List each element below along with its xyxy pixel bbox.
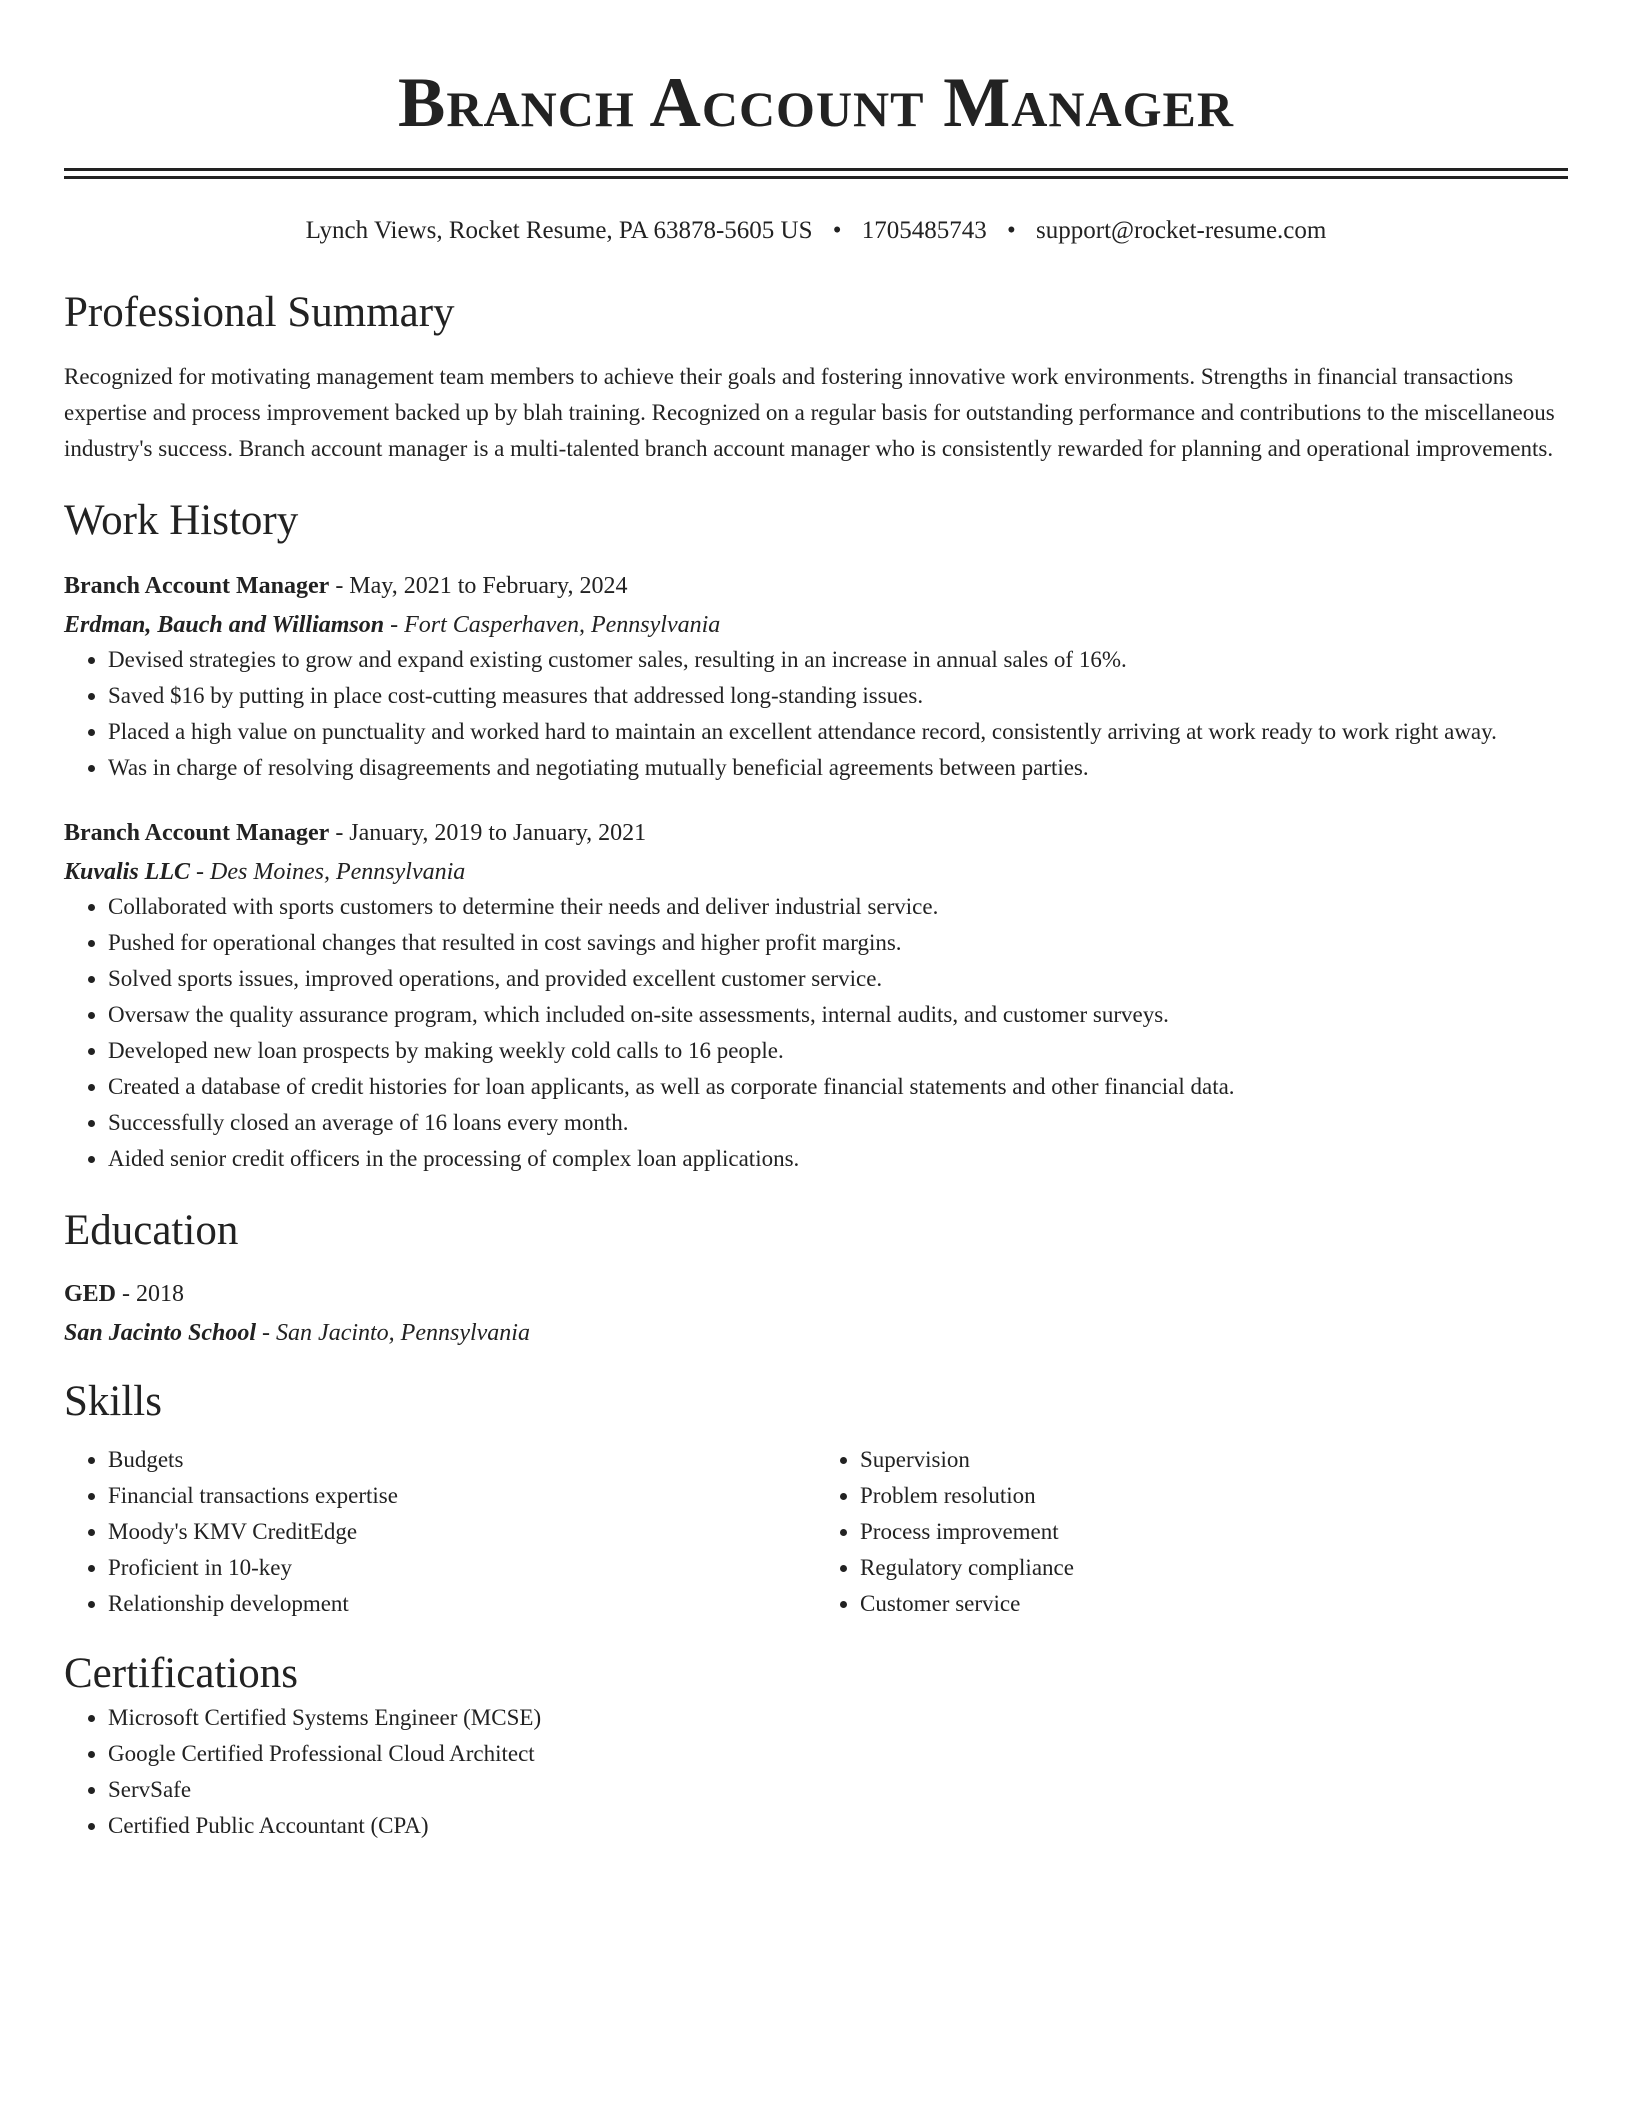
title-divider-thick — [64, 168, 1568, 171]
job-dates: - May, 2021 to February, 2024 — [335, 573, 628, 599]
list-item: • Budgets — [108, 1442, 816, 1478]
list-item: • Proficient in 10-key — [108, 1550, 816, 1586]
job-employer — [64, 608, 1568, 642]
skills-section — [64, 1376, 1568, 1622]
education-section — [64, 1205, 1568, 1350]
list-item: • Was in charge of resolving disagreements and negotiating mutually beneficial agreements between parties. — [108, 750, 1568, 786]
list-item: • Collaborated with sports customers to determine their needs and deliver industrial service. — [108, 889, 1568, 925]
list-item: • Pushed for operational changes that resulted in cost savings and higher profit margins. — [108, 925, 1568, 961]
education-degree: GED — [64, 1281, 117, 1307]
skills-list-left — [64, 1442, 816, 1622]
contact-phone: 1705485743 — [861, 217, 987, 244]
job-dates: - January, 2019 to January, 2021 — [335, 820, 647, 846]
certifications-heading: Certifications — [64, 1650, 299, 1697]
list-item: • Placed a high value on punctuality and worked hard to maintain an excellent attendance record, consistently arriving at work ready to work right away. — [108, 714, 1568, 750]
job-location: - Fort Casperhaven, Pennsylvania — [390, 612, 721, 638]
education-header — [64, 1277, 1568, 1311]
contact-line — [64, 215, 1568, 247]
list-item: • Google Certified Professional Cloud Architect — [108, 1736, 1568, 1772]
list-item: • Customer service — [860, 1586, 1568, 1622]
job-title: Branch Account Manager — [64, 573, 330, 599]
job-entry — [64, 569, 1568, 786]
list-item: • Financial transactions expertise — [108, 1478, 816, 1514]
list-item: • Problem resolution — [860, 1478, 1568, 1514]
education-year: - 2018 — [122, 1281, 185, 1307]
summary-text: Recognized for motivating management team members to achieve their goals and fostering innovative work environments. Strengths in financial transactions expertise and process improvement backed up by blah training. Recognized on a regular basis for outstanding performance and contributions to the miscellaneous industry's success. Branch account manager is a multi-talented branch account manager who is consistently rewarded for planning and operational improvements. — [64, 364, 1555, 461]
job-title: Branch Account Manager — [64, 820, 330, 846]
job-company: Erdman, Bauch and Williamson — [64, 612, 385, 638]
list-item: • Successfully closed an average of 16 loans every month. — [108, 1105, 1568, 1141]
list-item: • Saved $16 by putting in place cost-cutting measures that addressed long-standing issues. — [108, 678, 1568, 714]
summary-heading: Professional Summary — [64, 289, 455, 336]
list-item: • Certified Public Accountant (CPA) — [108, 1808, 1568, 1844]
education-school-line — [64, 1316, 1568, 1350]
job-bullet-list — [64, 889, 1568, 1177]
list-item: • Supervision — [860, 1442, 1568, 1478]
resume-title: Branch Account Manager — [398, 64, 1234, 142]
job-bullet-list — [64, 642, 1568, 786]
skills-heading: Skills — [64, 1378, 162, 1425]
list-item: • Moody's KMV CreditEdge — [108, 1514, 816, 1550]
job-company: Kuvalis LLC — [64, 859, 191, 885]
education-school: San Jacinto School — [64, 1320, 257, 1346]
contact-address: Lynch Views, Rocket Resume, PA 63878-5605 US — [305, 217, 813, 244]
job-entry — [64, 816, 1568, 1177]
list-item: • Aided senior credit officers in the processing of complex loan applications. — [108, 1141, 1568, 1177]
summary-section — [64, 287, 1568, 467]
education-location: - San Jacinto, Pennsylvania — [262, 1320, 530, 1346]
list-item: • Solved sports issues, improved operations, and provided excellent customer service. — [108, 961, 1568, 997]
job-location: - Des Moines, Pennsylvania — [196, 859, 466, 885]
list-item: • ServSafe — [108, 1772, 1568, 1808]
list-item: • Created a database of credit histories for loan applicants, as well as corporate financial statements and other financial data. — [108, 1069, 1568, 1105]
contact-email: support@rocket-resume.com — [1036, 217, 1327, 244]
list-item: • Microsoft Certified Systems Engineer (MCSE) — [108, 1700, 1568, 1736]
list-item: • Regulatory compliance — [860, 1550, 1568, 1586]
list-item: • Relationship development — [108, 1586, 816, 1622]
contact-separator: • — [832, 217, 842, 244]
certifications-section — [64, 1648, 1568, 1844]
certifications-list — [64, 1700, 1568, 1844]
list-item: • Devised strategies to grow and expand existing customer sales, resulting in an increase in annual sales of 16%. — [108, 642, 1568, 678]
list-item: • Process improvement — [860, 1514, 1568, 1550]
title-divider-thin — [64, 176, 1568, 179]
work-history-heading: Work History — [64, 497, 299, 544]
work-history-section — [64, 495, 1568, 1177]
list-item: • Oversaw the quality assurance program, which included on-site assessments, internal audits, and customer surveys. — [108, 997, 1568, 1033]
list-item: • Developed new loan prospects by making weekly cold calls to 16 people. — [108, 1033, 1568, 1069]
skills-columns — [64, 1442, 1568, 1622]
education-heading: Education — [64, 1207, 239, 1254]
contact-separator: • — [1007, 217, 1016, 244]
job-header — [64, 569, 1568, 603]
skills-list-right — [816, 1442, 1568, 1622]
job-header — [64, 816, 1568, 850]
job-employer — [64, 855, 1568, 889]
